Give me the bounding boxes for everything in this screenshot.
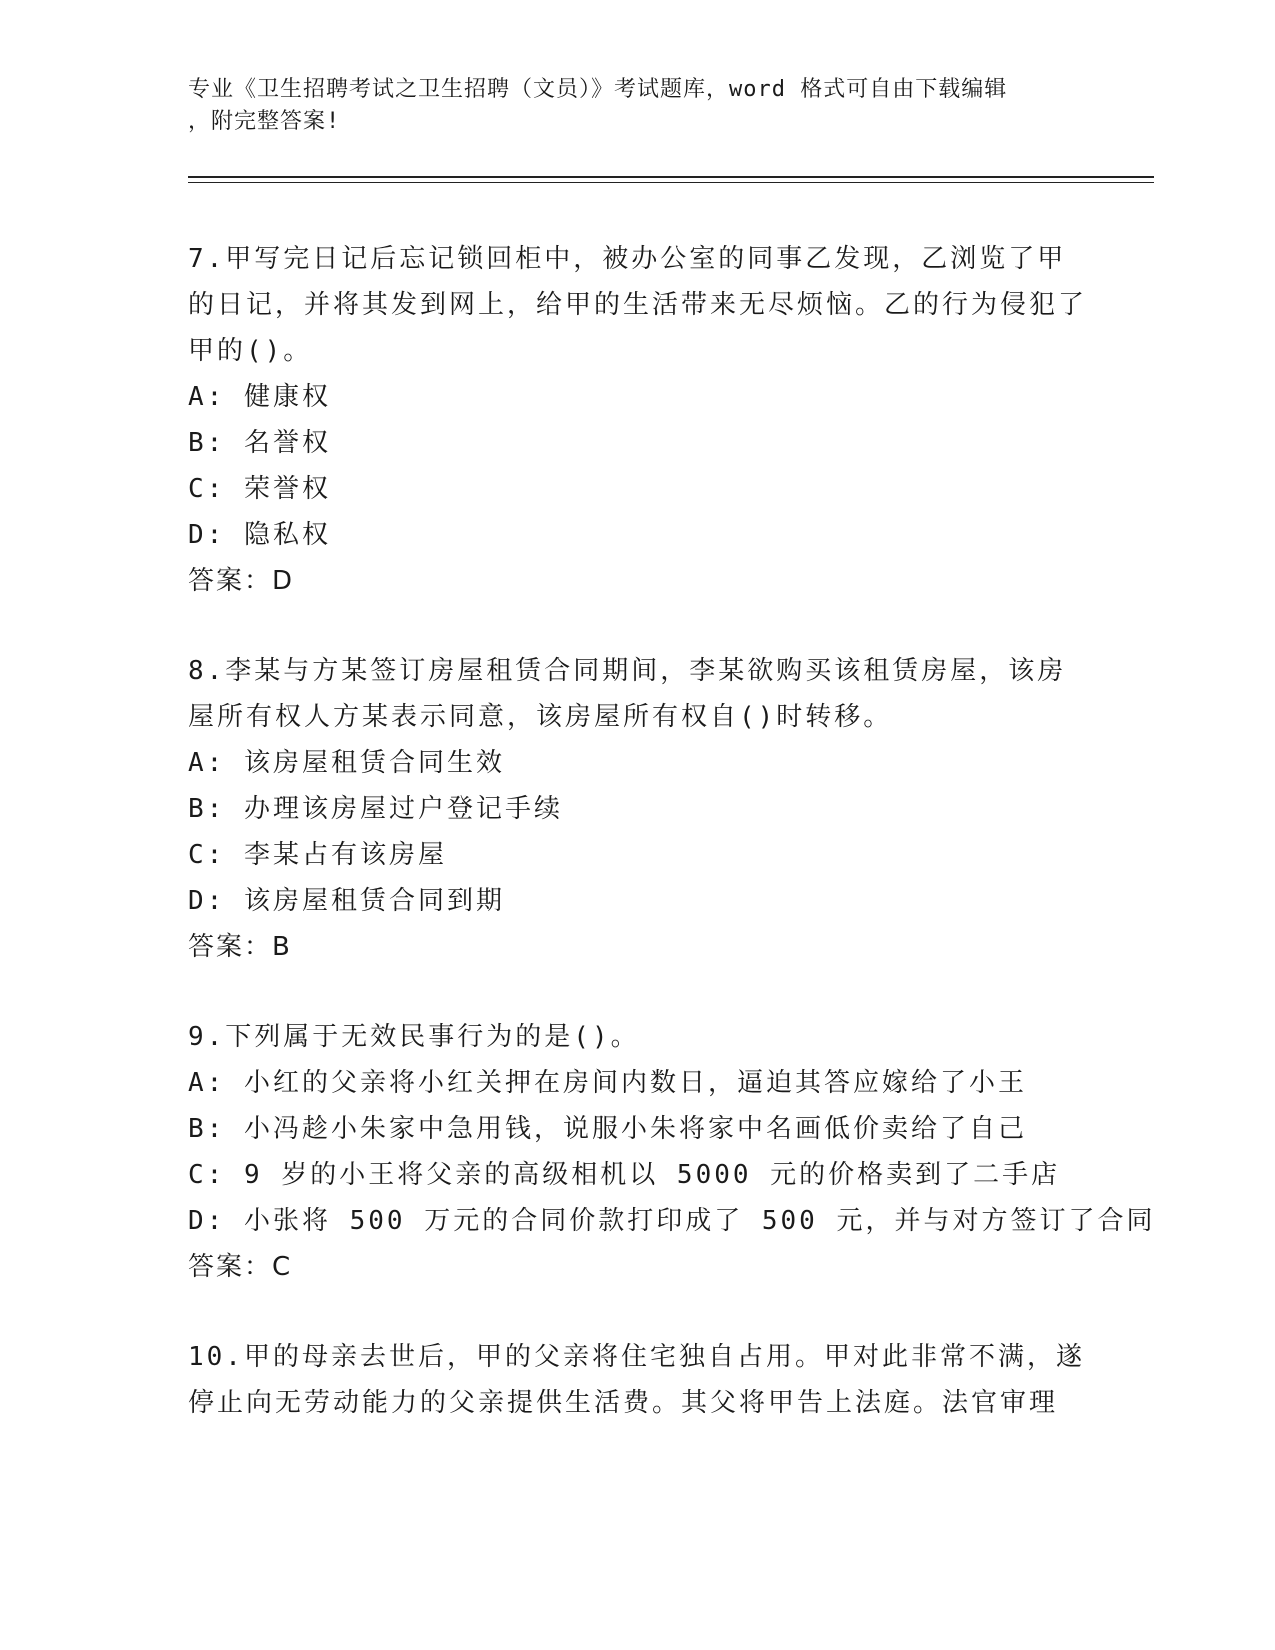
question-stem: 8.李某与方某签订房屋租赁合同期间，李某欲购买该租赁房屋，该房屋所有权人方某表示同意，该房屋所有权自()时转移。 [188, 656, 1067, 732]
question-10 [188, 1334, 1088, 1426]
option-d: D: 隐私权 [188, 520, 331, 550]
answer: 答案：D [188, 566, 295, 596]
option-a: A: 小红的父亲将小红关押在房间内数日，逼迫其答应嫁给了小王 [188, 1068, 1027, 1098]
question-8 [188, 648, 1088, 970]
page-header [188, 74, 1068, 138]
answer: 答案：B [188, 932, 292, 962]
option-c: C: 李某占有该房屋 [188, 840, 447, 870]
option-d: D: 小张将 500 万元的合同价款打印成了 500 元，并与对方签订了合同 [188, 1206, 1156, 1236]
question-list [188, 236, 1156, 1470]
question-stem: 9.下列属于无效民事行为的是()。 [188, 1022, 640, 1052]
option-a: A: 健康权 [188, 382, 331, 412]
option-d: D: 该房屋租赁合同到期 [188, 886, 505, 916]
option-a: A: 该房屋租赁合同生效 [188, 748, 505, 778]
question-9 [188, 1014, 1156, 1290]
option-b: B: 名誉权 [188, 428, 331, 458]
question-stem: 10.甲的母亲去世后，甲的父亲将住宅独自占用。甲对此非常不满，遂停止向无劳动能力的父亲提供生活费。其父将甲告上法庭。法官审理 [188, 1342, 1085, 1418]
question-7 [188, 236, 1088, 604]
header-line-1: 专业《卫生招聘考试之卫生招聘（文员）》考试题库，word 格式可自由下载编辑 [188, 77, 1008, 102]
option-b: B: 办理该房屋过户登记手续 [188, 794, 563, 824]
header-divider [188, 176, 1154, 178]
question-stem: 7.甲写完日记后忘记锁回柜中，被办公室的同事乙发现，乙浏览了甲的日记，并将其发到网上，给甲的生活带来无尽烦恼。乙的行为侵犯了甲的()。 [188, 244, 1088, 366]
option-c: C: 9 岁的小王将父亲的高级相机以 5000 元的价格卖到了二手店 [188, 1160, 1061, 1190]
option-b: B: 小冯趁小朱家中急用钱，说服小朱将家中名画低价卖给了自己 [188, 1114, 1027, 1144]
header-line-2: ，附完整答案! [188, 109, 341, 134]
header-divider-secondary [188, 182, 1154, 183]
answer: 答案：C [188, 1252, 293, 1282]
option-c: C: 荣誉权 [188, 474, 331, 504]
